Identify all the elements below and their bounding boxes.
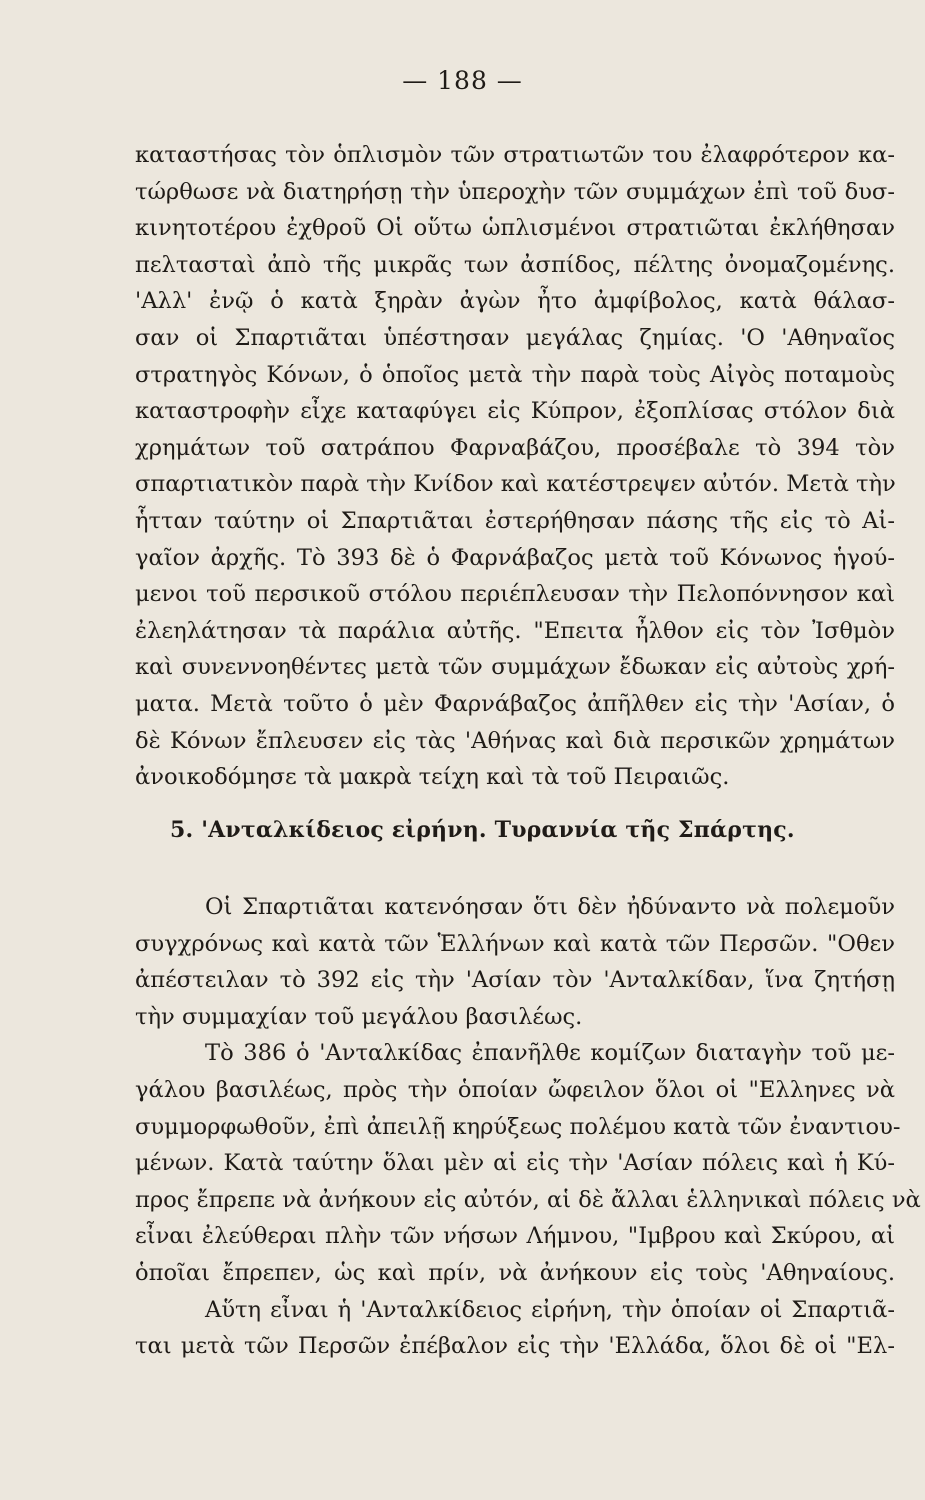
text-line: μένων. Κατὰ ταύτην ὅλαι μὲν αἱ εἰς τὴν 'Ασίαν πόλεις καὶ ἡ Κύ- [135, 1150, 895, 1177]
text-line: πελτασταὶ ἀπὸ τῆς μικρᾶς των ἀσπίδος, πέλτης ὀνομαζομένης. [135, 251, 895, 278]
text-line: τὴν συμμαχίαν τοῦ μεγάλου βασιλέως. [135, 1003, 583, 1030]
text-line: ἧτταν ταύτην οἱ Σπαρτιᾶται ἐστερήθησαν πάσης τῆς εἰς τὸ Αἰ- [135, 508, 895, 534]
text-line: κινητοτέρου ἐχθροῦ Οἱ οὕτω ὡπλισμένοι στρατιῶται ἐκλήθησαν [135, 215, 895, 242]
text-line: συμμορφωθοῦν, ἐπὶ ἀπειλῇ κηρύξεως πολέμου κατὰ τῶν ἐναντιου- [135, 1113, 901, 1140]
text-line: Οἱ Σπαρτιᾶται κατενόησαν ὅτι δὲν ἠδύναντο νὰ πολεμοῦν [205, 894, 895, 920]
text-line: μενοι τοῦ περσικοῦ στόλου περιέπλευσαν τὴν Πελοπόννησον καὶ [135, 581, 895, 608]
text-line: ματα. Μετὰ τοῦτο ὁ μὲν Φαρνάβαζος ἀπῆλθεν εἰς τὴν 'Ασίαν, ὁ [135, 691, 895, 717]
text-line: καὶ συνεννοηθέντες μετὰ τῶν συμμάχων ἔδωκαν εἰς αὐτοὺς χρή- [135, 654, 895, 681]
text-line: συγχρόνως καὶ κατὰ τῶν Ἑλλήνων καὶ κατὰ τῶν Περσῶν. "Οθεν [135, 930, 895, 957]
text-line: 'Αλλ' ἐνῷ ὁ κατὰ ξηρὰν ἀγὼν ἦτο ἀμφίβολος, κατὰ θάλασ- [135, 288, 895, 315]
text-line: γάλου βασιλέως, πρὸς τὴν ὁποίαν ὤφειλον ὅλοι οἱ "Ελληνες νὰ [135, 1077, 895, 1103]
text-line: ἀπέστειλαν τὸ 392 εἰς τὴν 'Ασίαν τὸν 'Ανταλκίδαν, ἵνα ζητήσῃ [135, 967, 895, 994]
text-line: ται μετὰ τῶν Περσῶν ἐπέβαλον εἰς τὴν 'Ελλάδα, ὅλοι δὲ οἱ "Ελ- [135, 1333, 895, 1360]
text-line: καταστροφὴν εἶχε καταφύγει εἰς Κύπρον, ἐξοπλίσας στόλον διὰ [135, 398, 895, 425]
text-line: προς ἔπρεπε νὰ ἀνήκουν εἰς αὐτόν, αἱ δὲ ἄλλαι ἑλληνικαὶ πόλεις νὰ [135, 1186, 921, 1213]
text-line: χρημάτων τοῦ σατράπου Φαρναβάζου, προσέβαλε τὸ 394 τὸν [135, 434, 895, 461]
text-line: ἀνοικοδόμησε τὰ μακρὰ τείχη καὶ τὰ τοῦ Πειραιῶς. [135, 764, 730, 791]
section-heading: 5. 'Ανταλκίδειος εἰρήνη. Τυραννία τῆς Σπάρτης. [170, 817, 795, 843]
text-line: ἐλεηλάτησαν τὰ παράλια αὐτῆς. "Επειτα ἦλθον εἰς τὸν Ἰσθμὸν [135, 617, 895, 644]
text-line: σπαρτιατικὸν παρὰ τὴν Κνίδον καὶ κατέστρεψεν αὐτόν. Μετὰ τὴν [135, 471, 896, 498]
text-line: Αὕτη εἶναι ἡ 'Ανταλκίδειος εἰρήνη, τὴν ὁποίαν οἱ Σπαρτιᾶ- [205, 1296, 895, 1323]
text-line: δὲ Κόνων ἔπλευσεν εἰς τὰς 'Αθήνας καὶ διὰ περσικῶν χρημάτων [135, 727, 895, 754]
page-number: — 188 — [402, 66, 523, 95]
text-line: γαῖον ἀρχῆς. Τὸ 393 δὲ ὁ Φαρνάβαζος μετὰ τοῦ Κόνωνος ἡγού- [135, 544, 895, 571]
text-line: στρατηγὸς Κόνων, ὁ ὁποῖος μετὰ τὴν παρὰ τοὺς Αἰγὸς ποταμοὺς [135, 361, 895, 388]
text-line: ὁποῖαι ἔπρεπεν, ὡς καὶ πρίν, νὰ ἀνήκουν εἰς τοὺς 'Αθηναίους. [135, 1260, 895, 1286]
text-line: εἶναι ἐλεύθεραι πλὴν τῶν νήσων Λήμνου, "Ιμβρου καὶ Σκύρου, αἱ [135, 1223, 895, 1250]
text-line: καταστήσας τὸν ὁπλισμὸν τῶν στρατιωτῶν του ἐλαφρότερον κα- [135, 142, 895, 168]
text-line: Τὸ 386 ὁ 'Ανταλκίδας ἐπανῆλθε κομίζων διαταγὴν τοῦ με- [205, 1040, 895, 1067]
text-line: τώρθωσε νὰ διατηρήσῃ τὴν ὑπεροχὴν τῶν συμμάχων ἐπὶ τοῦ δυσ- [135, 178, 895, 205]
text-line: σαν οἱ Σπαρτιᾶται ὑπέστησαν μεγάλας ζημίας. 'Ο 'Αθηναῖος [135, 325, 895, 351]
